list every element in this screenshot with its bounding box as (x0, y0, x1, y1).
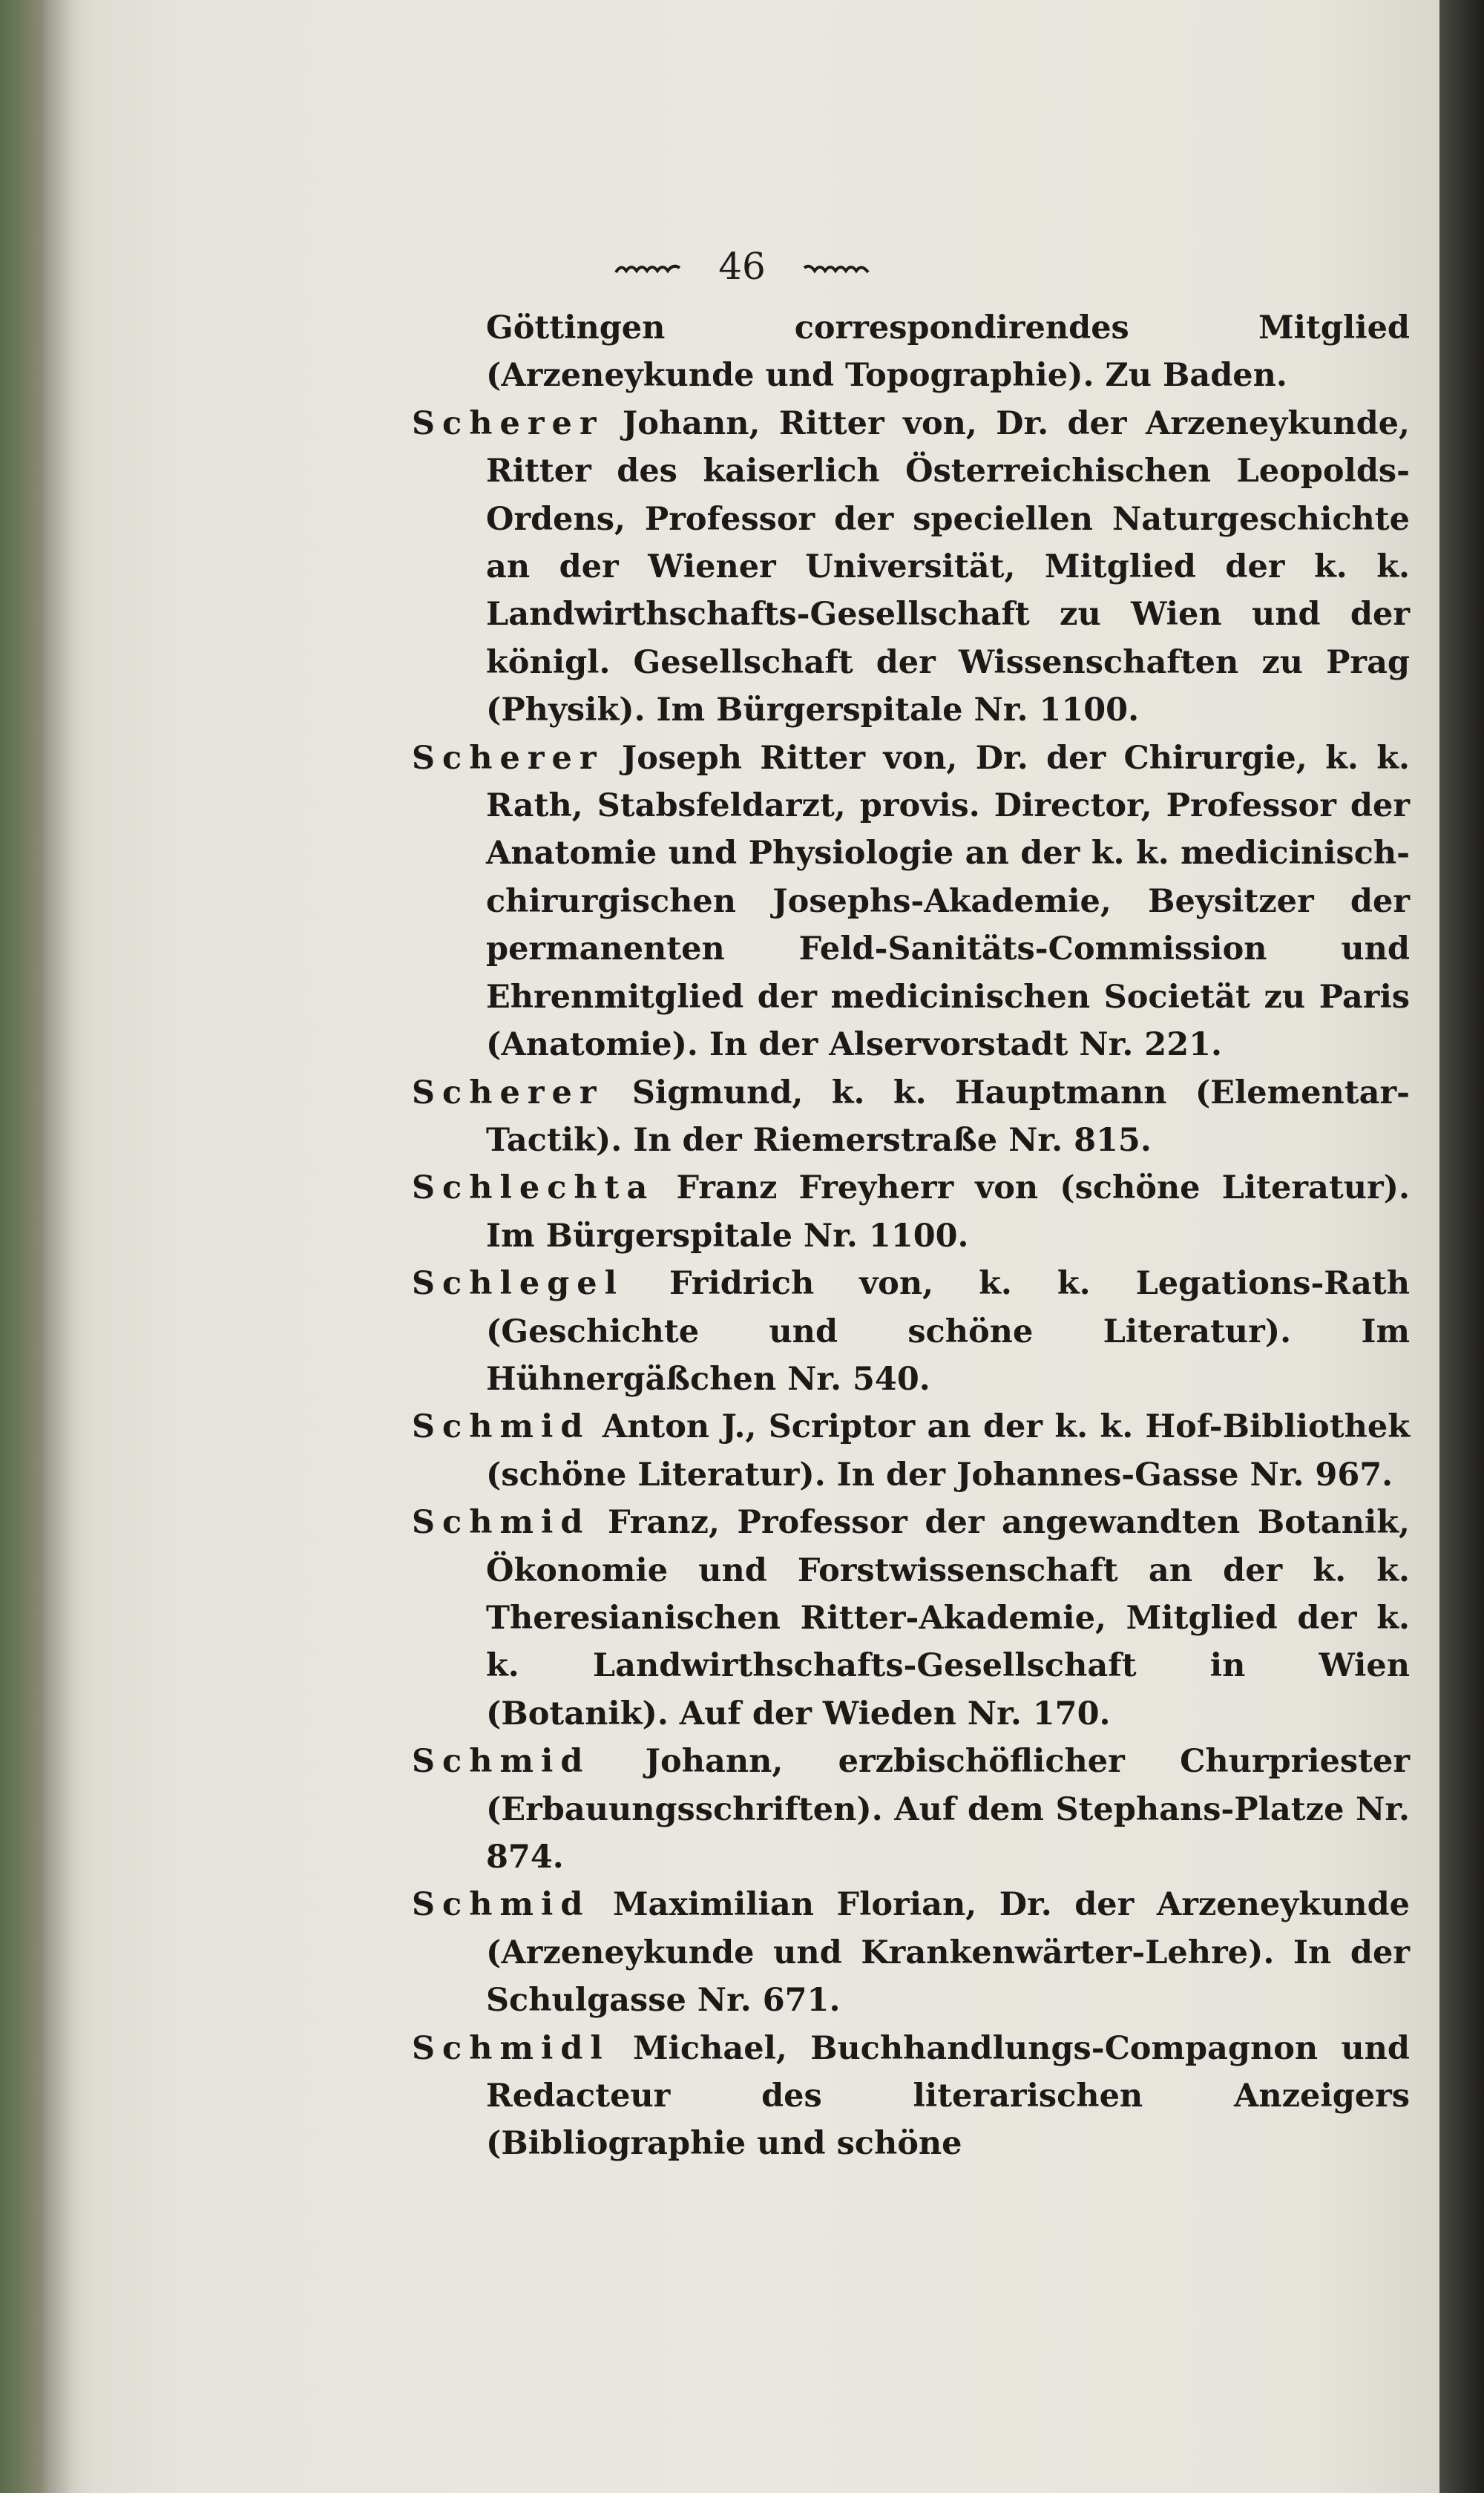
page-number: 46 (718, 245, 766, 288)
book-cover-right-edge (1439, 0, 1484, 2493)
entry-text: Franz Freyherr von (schöne Literatur). Im Bürgerspitale Nr. 1100. (486, 1169, 1410, 1255)
entry-name: Scherer (412, 404, 604, 442)
entry-name: Scherer (412, 739, 604, 777)
entry-text: Sigmund, k. k. Hauptmann (Elementar-Tactik). In der Riemerstraße Nr. 815. (486, 1074, 1410, 1159)
entry-name: Schlechta (412, 1169, 655, 1207)
entry-name: Schmid (412, 1743, 591, 1781)
entry-text: Johann, erzbischöflicher Churpriester (Erbauungsschriften). Auf dem Stephans-Platze Nr. 874. (486, 1743, 1410, 1876)
page-header (0, 245, 1484, 288)
book-cover-left-edge (0, 0, 52, 2493)
entry (412, 1738, 1410, 1881)
entry (412, 400, 1410, 735)
entry-text: Fridrich von, k. k. Legations-Rath (Geschichte und schöne Literatur). Im Hühnergäßchen Nr. 540. (486, 1265, 1410, 1398)
right-ornament-icon (803, 262, 870, 277)
entry-text: Johann, Ritter von, Dr. der Arzeneykunde, Ritter des kaiserlich Österreichischen Leopolds-Ordens, Professor der speciellen Naturgeschichte an der Wiener Universität, Mitglied der k. k. Landwirthschafts-Gesellschaft zu Wien und der königl. Gesellschaft der Wissenschaften zu Prag (Physik). Im Bürgerspitale Nr. 1100. (486, 404, 1410, 729)
entry-text: Göttingen correspondirendes Mitglied (Arzeneykunde und Topographie). Zu Baden. (486, 309, 1410, 395)
entry (412, 1069, 1410, 1165)
entry (412, 1164, 1410, 1260)
entry-name: Schmidl (412, 2029, 610, 2067)
entry-name: Schmid (412, 1504, 591, 1542)
entry-text: Maximilian Florian, Dr. der Arzeneykunde (Arzeneykunde und Krankenwärter-Lehre). In der Schulgasse Nr. 671. (486, 1886, 1410, 2020)
entry (412, 1403, 1410, 1499)
entry-text: Franz, Professor der angewandten Botanik, Ökonomie und Forstwissenschaft an der k. k. Theresianischen Ritter-Akademie, Mitglied der k. k. Landwirthschafts-Gesellschaft in Wien (Botanik). Auf der Wieden Nr. 170. (486, 1504, 1410, 1732)
entry (412, 1499, 1410, 1738)
entry-text: Anton J., Scriptor an der k. k. Hof-Bibliothek (schöne Literatur). In der Johannes-Gasse Nr. 967. (486, 1408, 1410, 1494)
entry (412, 2025, 1410, 2168)
page-gutter-shadow (52, 0, 82, 2493)
entry (412, 1260, 1410, 1403)
page-body (412, 304, 1410, 2168)
left-ornament-icon (614, 262, 681, 277)
entry-name: Schmid (412, 1886, 591, 1924)
entry-name: Schmid (412, 1408, 591, 1446)
entry-text: Joseph Ritter von, Dr. der Chirurgie, k. k. Rath, Stabsfeldarzt, provis. Director, Professor der Anatomie und Physiologie an der k. k. medicinisch-chirurgischen Josephs-Akademie, Beysitzer der permanenten Feld-Sanitäts-Commission und Ehrenmitglied der medicinischen Societät zu Paris (Anatomie). In der Alservorstadt Nr. 221. (486, 739, 1410, 1064)
entry-continuation (412, 304, 1410, 400)
entry-name: Scherer (412, 1074, 604, 1111)
entry (412, 1881, 1410, 2024)
entry-name: Schlegel (412, 1265, 624, 1303)
entry-text: Michael, Buchhandlungs-Compagnon und Redacteur des literarischen Anzeigers (Bibliographie und schöne (486, 2029, 1410, 2163)
entry (412, 735, 1410, 1069)
